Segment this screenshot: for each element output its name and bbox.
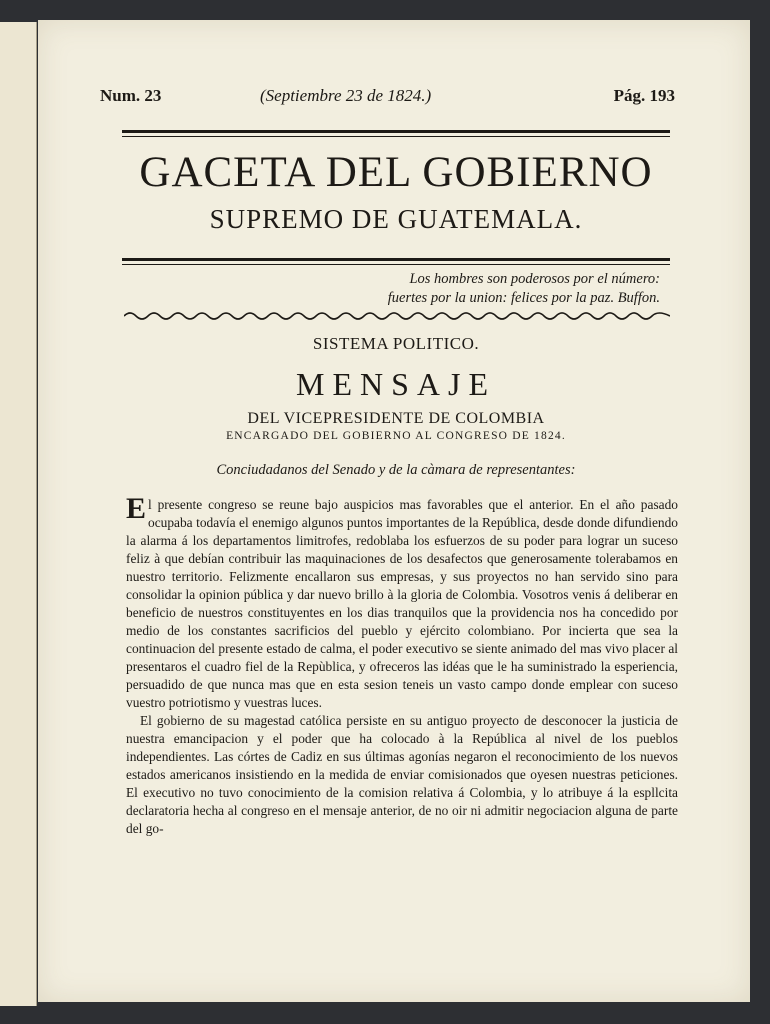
salutation: Conciudadanos del Senado y de la càmara de representantes: — [216, 462, 576, 478]
paragraph-2: El gobierno de su magestad católica persiste en su antiguo proyecto de desconocer la justicia de nuestra emancipacion y el poder que ha colocado à la República al nivel de los pueblos independientes. Las córtes de Cadiz en sus últimas agonías negaron el reconocimiento de los nuevos estados americanos insistiendo en la medida de enviar comisionados que oyesen nuestras peticiones. El executivo no tuvo conocimiento de la comision relativa á Colombia, y lo atribuye á la espllcita declaratoria hecha al congreso en el mensaje anterior, de no oir ni admitir negociacion alguna de parte del go- — [126, 713, 678, 836]
paragraph-1 — [126, 492, 678, 712]
page-header — [100, 86, 675, 110]
article-heading: MENSAJE — [295, 366, 496, 402]
header-rule — [122, 130, 670, 137]
motto-line-2: fuertes por la union: felices por la paz. Buffon. — [387, 290, 660, 306]
motto-line-1: Los hombres son poderosos por el número: — [409, 271, 660, 287]
wavy-divider — [124, 310, 670, 322]
masthead-title: GACETA DEL GOBIERNO — [139, 149, 653, 196]
masthead-rule — [122, 258, 670, 265]
paragraph-1-text: l presente congreso se reune bajo auspicios mas favorables que el anterior. En el año pasado ocupaba todavía el enemigo algunos puntos importantes de la República, desde donde difundiendo la alarma á los departamentos limitrofes, redoblaba los esfuerzos de su poder para lograr un suceso feliz à que debían contribuir las maquinaciones de los desafectos que generosamente tolerabamos en nuestro territorio. Felizmente encallaron sus empresas, y sus proyectos no han servido sino para consolidar la opinion pública y dar nuevo brillo à la gloria de Colombia. Vosotros venis á deliberar en beneficio de nuestros constituyentes en los dias tranquilos que la providencia nos ha concedido por medio de los constantes sacrificios del pueblo y ejército colombiano. Por incierta que sea la continuacion del presente estado de calma, el poder executivo se siente animado del mas vivo placer al presentaros el cuadro fiel de la Repùblica, y ofreceros las idéas que le ha suministrado la esperiencia, persuadido de que nunca mas que en esta sesion teneis un vasto campo donde emplear con suceso vuestro potriotismo y vuestras luces. — [126, 497, 678, 710]
article-subheading: DEL VICEPRESIDENTE DE COLOMBIA — [247, 410, 545, 427]
motto — [300, 270, 660, 308]
section-title: SISTEMA POLITICO. — [312, 334, 480, 353]
drop-cap: E — [126, 492, 147, 525]
article-body — [126, 492, 678, 838]
page-number: Pág. 193 — [613, 86, 675, 105]
issue-date: (Septiembre 23 de 1824.) — [260, 86, 432, 105]
facing-page-edge — [0, 22, 37, 1006]
masthead-subtitle: SUPREMO DE GUATEMALA. — [209, 204, 583, 234]
article-subheading-2: ENCARGADO DEL GOBIERNO AL CONGRESO DE 1824. — [226, 430, 566, 442]
issue-number: Num. 23 — [100, 86, 162, 105]
